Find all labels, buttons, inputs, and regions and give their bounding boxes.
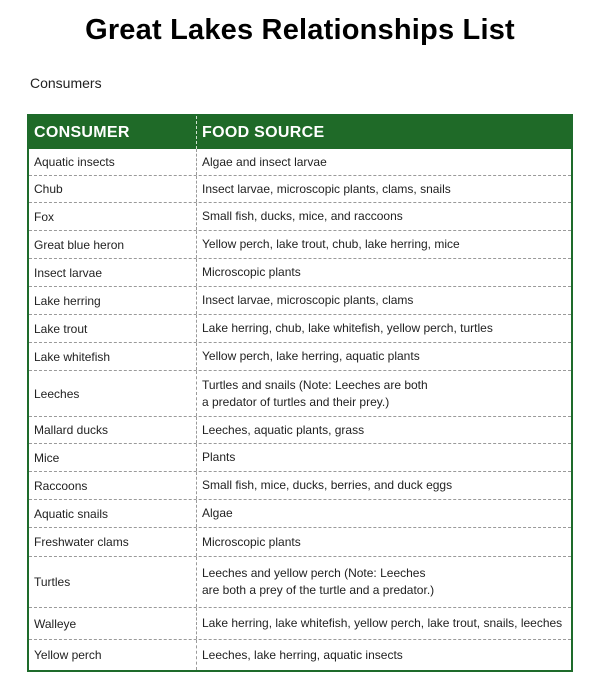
food-source-cell: Small fish, mice, ducks, berries, and duck eggs — [202, 478, 453, 492]
table-row — [29, 175, 571, 202]
table-row — [29, 443, 571, 471]
table-row — [29, 471, 571, 499]
table-row — [29, 556, 571, 607]
table-row — [29, 342, 571, 370]
table-row — [29, 416, 571, 443]
table-row — [29, 499, 571, 527]
consumer-cell: Lake trout — [29, 315, 197, 342]
table-row — [29, 230, 571, 258]
food-source-cell: Leeches, lake herring, aquatic insects — [202, 647, 403, 662]
table-row — [29, 607, 571, 639]
consumer-cell: Walleye — [29, 608, 197, 639]
table-row — [29, 149, 571, 175]
food-source-cell: Yellow perch, lake herring, aquatic plants — [202, 349, 420, 363]
table-row — [29, 639, 571, 670]
consumer-cell: Mice — [29, 444, 197, 471]
table-row — [29, 370, 571, 416]
food-source-cell: Leeches and yellow perch (Note: Leeches are both a prey of the turtle and a predator.) — [202, 566, 435, 597]
food-source-cell: Microscopic plants — [202, 534, 301, 549]
relationships-table — [27, 114, 573, 672]
food-source-cell: Algae — [202, 506, 233, 520]
consumer-cell: Yellow perch — [29, 640, 197, 670]
table-row — [29, 314, 571, 342]
consumer-cell: Leeches — [29, 371, 197, 416]
food-source-cell: Insect larvae, microscopic plants, clams — [202, 293, 414, 307]
food-source-cell: Microscopic plants — [202, 265, 301, 279]
food-source-cell: Lake herring, lake whitefish, yellow perch, lake trout, snails, leeches — [202, 616, 563, 630]
consumer-cell: Aquatic insects — [29, 149, 197, 175]
table-header — [29, 116, 571, 149]
food-source-cell: Turtles and snails (Note: Leeches are both a predator of turtles and their prey.) — [202, 377, 428, 409]
consumer-cell: Mallard ducks — [29, 417, 197, 443]
food-source-cell: Insect larvae, microscopic plants, clams, snails — [202, 181, 451, 196]
consumer-cell: Great blue heron — [29, 231, 197, 258]
consumer-cell: Aquatic snails — [29, 500, 197, 527]
food-source-cell: Small fish, ducks, mice, and raccoons — [202, 209, 403, 223]
consumer-cell: Raccoons — [29, 472, 197, 499]
section-subtitle: Consumers — [30, 75, 102, 91]
food-source-cell: Yellow perch, lake trout, chub, lake herring, mice — [202, 237, 460, 251]
consumer-cell: Fox — [29, 203, 197, 230]
table-row — [29, 286, 571, 314]
food-source-cell: Lake herring, chub, lake whitefish, yellow perch, turtles — [202, 321, 493, 335]
table-row — [29, 258, 571, 286]
food-source-cell: Plants — [202, 450, 236, 464]
food-source-cell: Algae and insect larvae — [202, 154, 327, 169]
consumer-cell: Lake whitefish — [29, 343, 197, 370]
consumer-cell: Turtles — [29, 557, 197, 607]
consumer-cell: Lake herring — [29, 287, 197, 314]
food-source-cell: Leeches, aquatic plants, grass — [202, 422, 365, 437]
column-header-food-source: FOOD SOURCE — [202, 123, 325, 141]
table-row — [29, 202, 571, 230]
column-header-consumer: CONSUMER — [29, 116, 197, 149]
consumer-cell: Chub — [29, 176, 197, 202]
consumer-cell: Freshwater clams — [29, 528, 197, 556]
page-title: Great Lakes Relationships List — [85, 14, 515, 46]
consumer-cell: Insect larvae — [29, 259, 197, 286]
table-row — [29, 527, 571, 556]
